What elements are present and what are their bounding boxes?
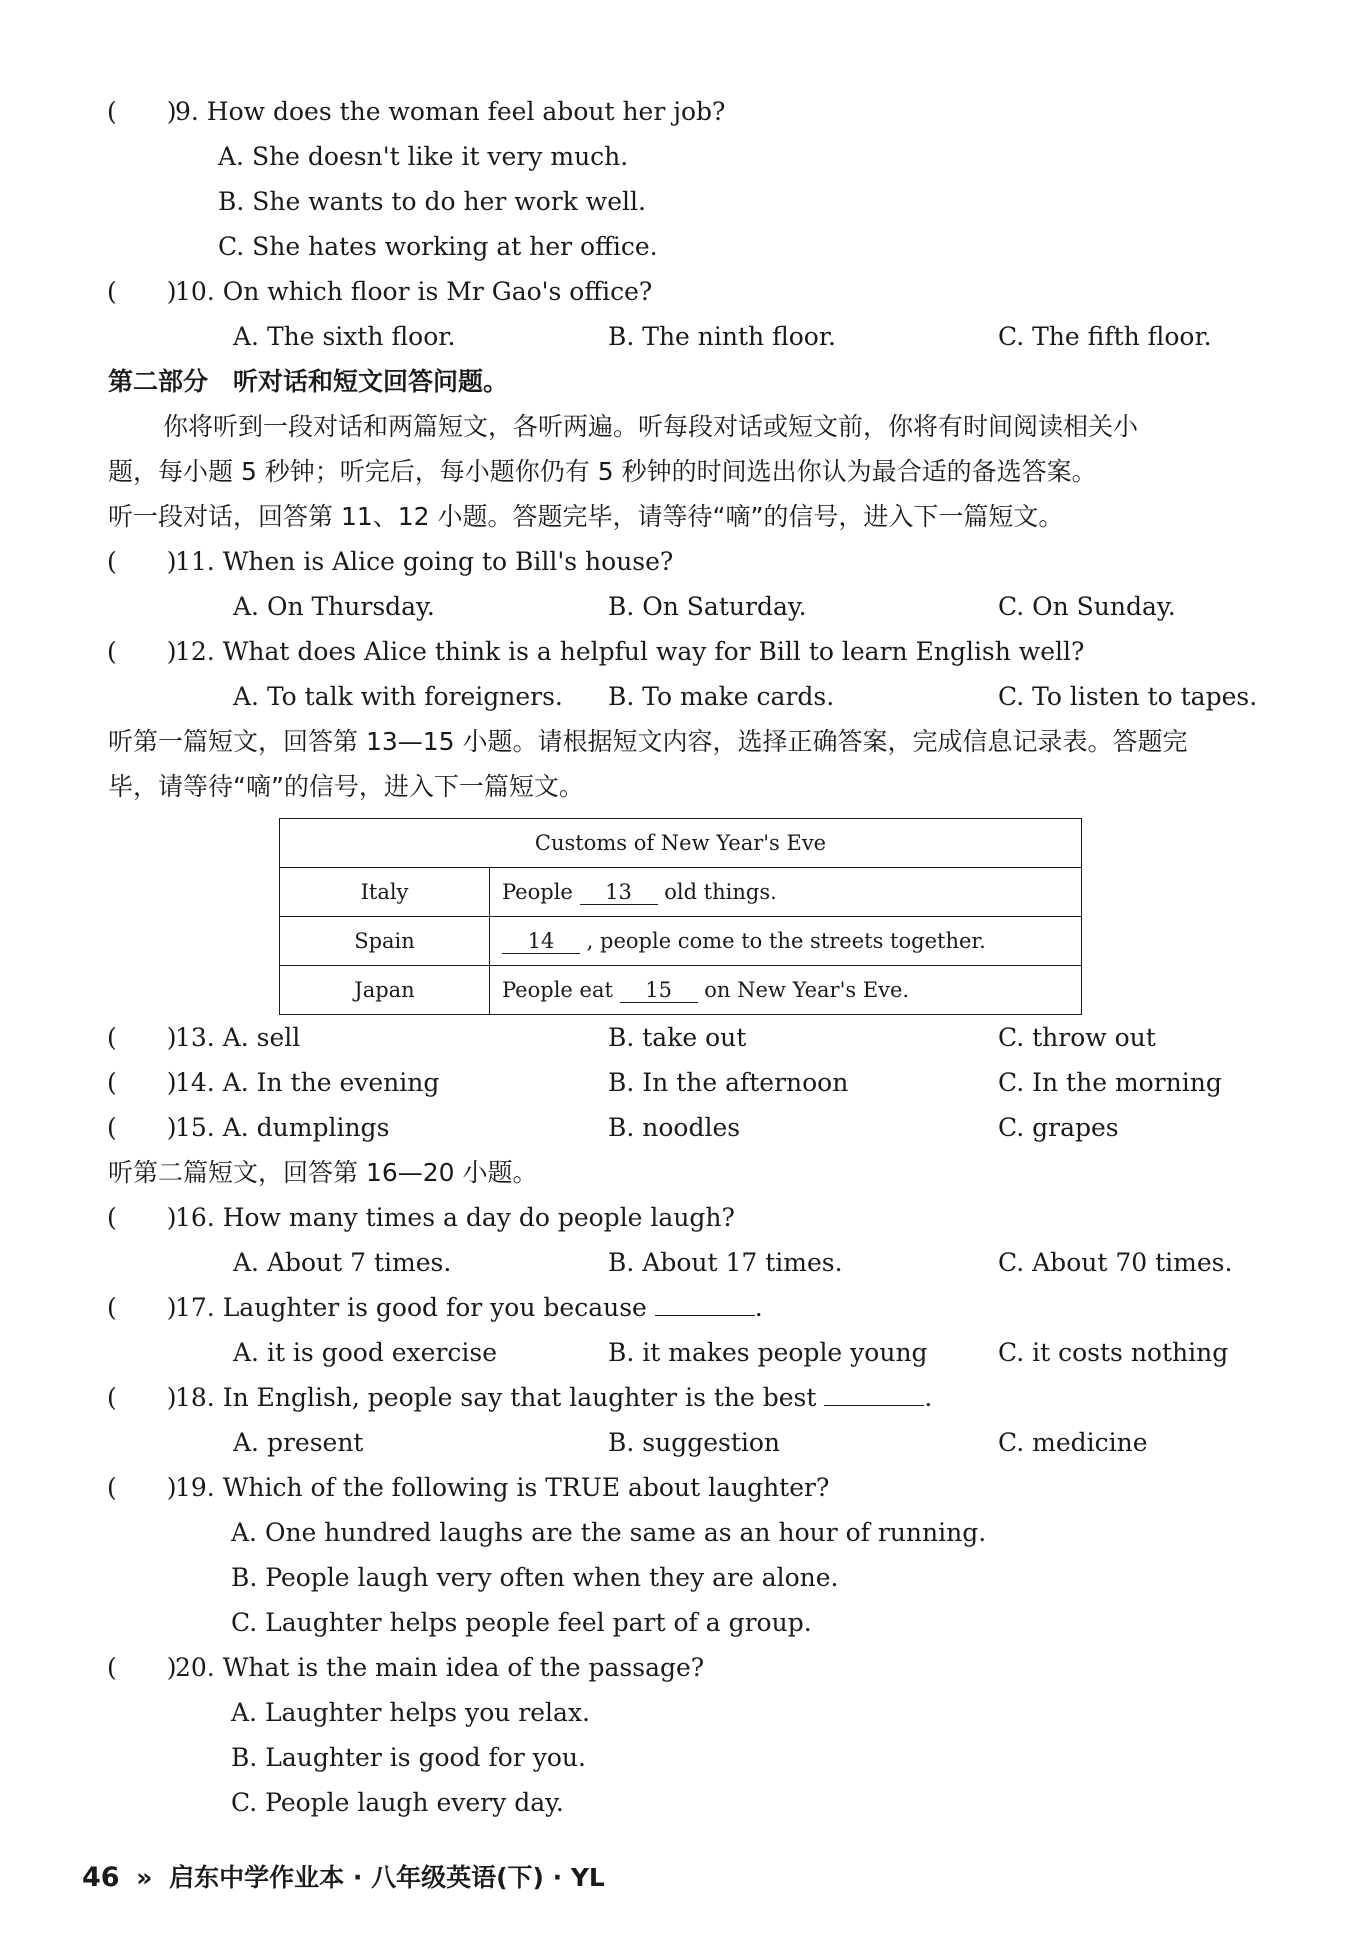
question-text: 15. A. dumplings — [175, 1113, 390, 1142]
table-row — [280, 966, 1082, 1015]
option-c: C. grapes — [998, 1113, 1119, 1142]
option-c: C. The fifth floor. — [998, 322, 1212, 351]
option-a: A. One hundred laughs are the same as an hour of running. — [231, 1518, 987, 1547]
question-text: 10. On which floor is Mr Gao's office? — [175, 277, 653, 306]
question-text: 12. What does Alice think is a helpful way for Bill to learn English well? — [175, 637, 1085, 666]
option-c: C. She hates working at her office. — [218, 232, 658, 261]
answer-paren[interactable]: ( ) — [107, 1023, 177, 1052]
answer-paren[interactable]: ( ) — [107, 1113, 177, 1142]
custom-cell: People eat 15 on New Year's Eve. — [490, 966, 1082, 1015]
option-a: A. About 7 times. — [233, 1248, 452, 1277]
question-text: 14. A. In the evening — [175, 1068, 440, 1097]
blank-13: 13 — [580, 880, 658, 905]
question-text: 16. How many times a day do people laugh? — [175, 1203, 735, 1232]
dialogue-instruction: 听一段对话，回答第 11、12 小题。答题完毕，请等待“嘀”的信号，进入下一篇短文。 — [108, 502, 1064, 531]
double-chevron-icon: » — [136, 1863, 153, 1892]
option-b: B. noodles — [608, 1113, 741, 1142]
option-a: A. present — [233, 1428, 364, 1457]
question-text: 19. Which of the following is TRUE about laughter? — [175, 1473, 830, 1502]
answer-paren[interactable]: ( ) — [107, 637, 177, 666]
country-cell: Japan — [280, 966, 490, 1015]
answer-paren[interactable]: ( ) — [107, 1383, 177, 1412]
info-table — [279, 818, 1082, 1015]
option-c: C. People laugh every day. — [231, 1788, 564, 1817]
option-a: A. it is good exercise — [233, 1338, 498, 1367]
option-b: B. People laugh very often when they are alone. — [231, 1563, 839, 1592]
option-c: C. it costs nothing — [998, 1338, 1229, 1367]
book-title: 启东中学作业本 · 八年级英语(下) · YL — [169, 1863, 605, 1892]
passage1-instruction: 毕，请等待“嘀”的信号，进入下一篇短文。 — [108, 772, 584, 801]
custom-cell: People 13 old things. — [490, 868, 1082, 917]
option-b: B. The ninth floor. — [608, 322, 837, 351]
country-cell: Italy — [280, 868, 490, 917]
answer-paren[interactable]: ( ) — [107, 1203, 177, 1232]
option-c: C. About 70 times. — [998, 1248, 1233, 1277]
answer-blank[interactable] — [824, 1383, 924, 1406]
answer-paren[interactable]: ( ) — [107, 1293, 177, 1322]
option-a: A. On Thursday. — [233, 592, 435, 621]
answer-paren[interactable]: ( ) — [107, 277, 177, 306]
question-text: 20. What is the main idea of the passage? — [175, 1653, 705, 1682]
question-text: 13. A. sell — [175, 1023, 301, 1052]
passage1-instruction: 听第一篇短文，回答第 13—15 小题。请根据短文内容，选择正确答案，完成信息记录表。答题完 — [108, 727, 1188, 756]
table-row — [280, 868, 1082, 917]
question-text: 11. When is Alice going to Bill's house? — [175, 547, 674, 576]
option-c: C. To listen to tapes. — [998, 682, 1258, 711]
blank-14: 14 — [502, 929, 580, 954]
intro-text: 你将听到一段对话和两篇短文，各听两遍。听每段对话或短文前，你将有时间阅读相关小 — [163, 412, 1139, 441]
option-b: B. In the afternoon — [608, 1068, 849, 1097]
option-b: B. take out — [608, 1023, 747, 1052]
table-row — [280, 917, 1082, 966]
option-c: C. Laughter helps people feel part of a group. — [231, 1608, 812, 1637]
answer-paren[interactable]: ( ) — [107, 97, 177, 126]
answer-paren[interactable]: ( ) — [107, 547, 177, 576]
option-c: C. medicine — [998, 1428, 1148, 1457]
option-a: A. The sixth floor. — [233, 322, 456, 351]
question-text: 17. Laughter is good for you because — [175, 1293, 647, 1322]
blank-15: 15 — [620, 978, 698, 1003]
option-a: A. Laughter helps you relax. — [231, 1698, 590, 1727]
intro-text: 题，每小题 5 秒钟；听完后，每小题你仍有 5 秒钟的时间选出你认为最合适的备选答案。 — [108, 457, 1097, 486]
answer-paren[interactable]: ( ) — [107, 1653, 177, 1682]
option-c: C. throw out — [998, 1023, 1156, 1052]
question-text: 9. How does the woman feel about her job? — [175, 97, 726, 126]
option-b: B. it makes people young — [608, 1338, 928, 1367]
option-b: B. On Saturday. — [608, 592, 807, 621]
option-a: A. She doesn't like it very much. — [218, 142, 629, 171]
custom-cell: 14 , people come to the streets together. — [490, 917, 1082, 966]
option-c: C. In the morning — [998, 1068, 1222, 1097]
table-title: Customs of New Year's Eve — [280, 819, 1082, 868]
option-a: A. To talk with foreigners. — [233, 682, 563, 711]
answer-paren[interactable]: ( ) — [107, 1473, 177, 1502]
page-number: 46 — [82, 1862, 120, 1893]
question-text: 18. In English, people say that laughter is the best — [175, 1383, 817, 1412]
option-b: B. To make cards. — [608, 682, 835, 711]
option-c: C. On Sunday. — [998, 592, 1176, 621]
passage2-instruction: 听第二篇短文，回答第 16—20 小题。 — [108, 1158, 538, 1187]
option-b: B. Laughter is good for you. — [231, 1743, 586, 1772]
answer-paren[interactable]: ( ) — [107, 1068, 177, 1097]
answer-blank[interactable] — [655, 1293, 755, 1316]
option-b: B. suggestion — [608, 1428, 781, 1457]
page-footer — [82, 1858, 605, 1894]
country-cell: Spain — [280, 917, 490, 966]
section-heading: 第二部分 听对话和短文回答问题。 — [108, 367, 509, 396]
worksheet-page: ( ) 9. How does the woman feel about her job? A. She doesn't like it very much. B. She wants to do her work well. C. She hates working at her office. ( ) 10. On which floor is Mr Gao's office? A. The sixth floor. B. The ninth floor. C. The fifth floor. 第二部分 听对话和短文回答问题。 你将听到一段对话和两篇短文，各听两遍。听每段对话或短文前，你将有时间阅读相关小 题，每小题 5 秒钟；听完后，每小题你仍有 5 秒钟的时间选出你认为最合适的备选答案。 听一段对话，回答第 11、12 小题。答题完毕，请等待“嘀”的信号，进入下一篇短文。 ( ) 11. When is Alice going to Bill's house? A. On Thursday. B. On Saturday. C. On Sunday. ( ) 12. What does Alice think is a helpful way for Bill to learn English well? A. To talk with foreigners. B. To make cards. C. To listen to tapes. 听第一篇短文，回答第 13—15 小题。请根据短文内容，选择正确答案，完成信息记录表。答题完 毕，请等待“嘀”的信号，进入下一篇短文。 Customs of New Year's Eve Italy People 13 old things. Spain 14 , people come to the streets together. Japan People eat 15 on New Year's Eve. ( ) 13. A. sell B. take out C. throw out ( ) 14. A. In the evening B. In the afternoon C. In the morning ( ) 15. A. dumplings B. noodles C. grapes 听第二篇短文，回答第 16—20 小题。 ( ) 16. How many times a day do people laugh? A. About 7 times. B. About 17 times. C. About 70 times. ( ) 17. Laughter is good for you because . A. it is good exercise B. it makes people young C. it costs nothing ( ) 18. In English, people say that laughter is the best . A. present B. suggestion C. medicine ( ) 19. Which of the following is TRUE about laughter? A. One hundred laughs are the same as an hour of running. B. People laugh very often when they are alone. C. Laughter helps people feel part of a group. ( ) 20. What is the main idea of the passage? A. Laughter helps you relax. B. Laughter is good for you. C. People laugh every day. 46 » 启东中学作业本 · 八年级英语(下) · YL — [82, 97, 1258, 1893]
option-b: B. She wants to do her work well. — [218, 187, 646, 216]
option-b: B. About 17 times. — [608, 1248, 843, 1277]
